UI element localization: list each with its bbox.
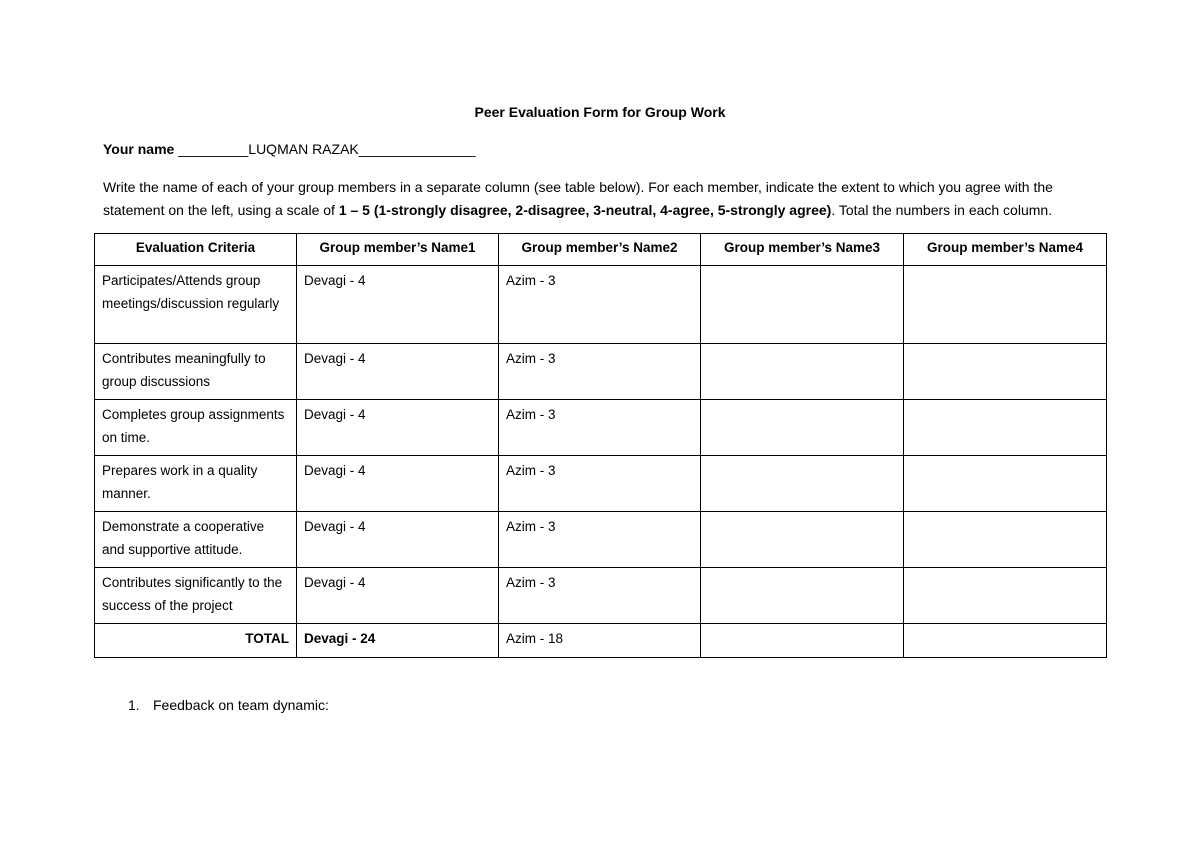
member-1-score: Devagi - 4: [297, 266, 499, 344]
evaluation-table: [94, 233, 1107, 658]
member-3-score: [701, 400, 904, 456]
header-member-1: Group member’s Name1: [297, 234, 499, 266]
member-3-total: [701, 624, 904, 658]
member-4-score: [904, 266, 1107, 344]
header-member-4: Group member’s Name4: [904, 234, 1107, 266]
member-4-total: [904, 624, 1107, 658]
table-header-row: [95, 234, 1107, 266]
member-3-score: [701, 512, 904, 568]
instructions-text-1: Write the name of each of your group members in a separate column (see table below). For each member, indicate the extent to which you agree with the statement on the left, using a scale of: [103, 179, 1053, 218]
member-2-score: Azim - 3: [499, 344, 701, 400]
instructions-scale: 1 – 5 (1-strongly disagree, 2-disagree, 3-neutral, 4-agree, 5-strongly agree): [338, 201, 832, 218]
member-4-score: [904, 344, 1107, 400]
feedback-item: [128, 697, 329, 713]
member-2-score: Azim - 3: [499, 266, 701, 344]
feedback-number: 1.: [128, 697, 140, 713]
member-4-score: [904, 456, 1107, 512]
criteria-cell: Participates/Attends group meetings/discussion regularly: [95, 266, 297, 344]
table-row: [95, 568, 1107, 624]
member-2-score: Azim - 3: [499, 512, 701, 568]
member-1-score: Devagi - 4: [297, 400, 499, 456]
total-label: TOTAL: [95, 624, 297, 658]
member-3-score: [701, 568, 904, 624]
header-member-2: Group member’s Name2: [499, 234, 701, 266]
member-3-score: [701, 456, 904, 512]
instructions-paragraph: [103, 176, 1103, 221]
member-1-score: Devagi - 4: [297, 568, 499, 624]
member-2-total: Azim - 18: [499, 624, 701, 658]
member-3-score: [701, 344, 904, 400]
your-name-line: [103, 141, 476, 157]
header-member-3: Group member’s Name3: [701, 234, 904, 266]
member-4-score: [904, 568, 1107, 624]
instructions-text-2: . Total the numbers in each column.: [831, 201, 1053, 218]
member-1-score: Devagi - 4: [297, 512, 499, 568]
page-title: Peer Evaluation Form for Group Work: [474, 104, 726, 120]
member-1-score: Devagi - 4: [297, 456, 499, 512]
your-name-label: Your name: [103, 141, 175, 157]
criteria-cell: Completes group assignments on time.: [95, 400, 297, 456]
member-2-score: Azim - 3: [499, 456, 701, 512]
member-4-score: [904, 512, 1107, 568]
table-row: [95, 400, 1107, 456]
feedback-label: Feedback on team dynamic:: [153, 697, 329, 713]
member-2-score: Azim - 3: [499, 568, 701, 624]
total-row: [95, 624, 1107, 658]
criteria-cell: Prepares work in a quality manner.: [95, 456, 297, 512]
criteria-cell: Contributes meaningfully to group discussions: [95, 344, 297, 400]
member-2-score: Azim - 3: [499, 400, 701, 456]
table-row: [95, 512, 1107, 568]
criteria-cell: Contributes significantly to the success of the project: [95, 568, 297, 624]
table-row: [95, 344, 1107, 400]
header-criteria: Evaluation Criteria: [95, 234, 297, 266]
member-4-score: [904, 400, 1107, 456]
member-3-score: [701, 266, 904, 344]
your-name-value: _________LUQMAN RAZAK_______________: [178, 141, 476, 157]
table-row: [95, 266, 1107, 344]
member-1-total: Devagi - 24: [297, 624, 499, 658]
table-row: [95, 456, 1107, 512]
criteria-cell: Demonstrate a cooperative and supportive attitude.: [95, 512, 297, 568]
member-1-score: Devagi - 4: [297, 344, 499, 400]
